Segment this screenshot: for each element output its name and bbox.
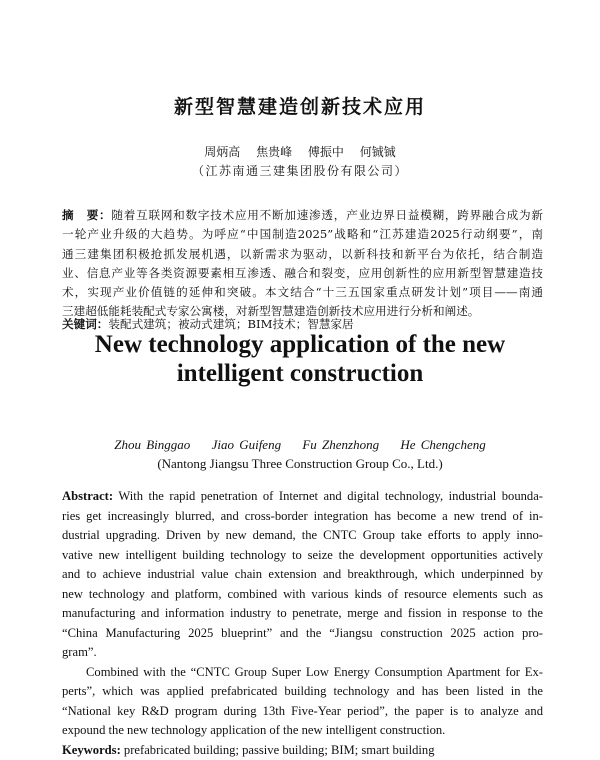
- keywords-text: 装配式建筑；被动式建筑；BIM技术；智慧家居: [108, 317, 353, 331]
- keywords-text: prefabricated building; passive building; BIM; smart building: [121, 743, 435, 757]
- abstract-line: vative new intelligent building technology to seize the development opportunities actively: [62, 546, 543, 566]
- english-keywords: [62, 741, 543, 760]
- abstract-label: Abstract:: [62, 489, 113, 503]
- abstract-line: new technology and platform, combined with various kinds of resource elements such as: [62, 585, 543, 605]
- title-line: intelligent construction: [0, 359, 600, 388]
- author: 何铖铖: [360, 145, 396, 159]
- abstract-line: [62, 206, 543, 225]
- chinese-authors: [0, 143, 600, 160]
- author: Jiao Guifeng: [212, 437, 282, 452]
- abstract-line: 三建超低能耗装配式专家公寓楼，对新型智慧建造创新技术应用进行分析和阐述。: [62, 302, 543, 321]
- abstract-line: Combined with the “CNTC Group Super Low Energy Consumption Apartment for Ex-: [62, 663, 543, 683]
- abstract-line: perts”, which was applied prefabricated building technology and has been listed in the: [62, 682, 543, 702]
- abstract-line: “National key R&D program during 13th Five-Year period”, the paper is to analyze and: [62, 702, 543, 722]
- abstract-line: ries get increasingly blurred, and cross-border integration has become a new trend of in-: [62, 507, 543, 527]
- chinese-abstract: [62, 206, 543, 322]
- abstract-text: 随着互联网和数字技术应用不断加速渗透，产业边界日益模糊，跨界融合成为新: [111, 208, 543, 222]
- author: 傅振中: [308, 145, 344, 159]
- abstract-line: dustrial upgrading. Driven by new demand, the CNTC Group take efforts to apply inno-: [62, 526, 543, 546]
- chinese-title: 新型智慧建造创新技术应用: [0, 92, 600, 119]
- english-authors: [0, 437, 600, 453]
- title-line: New technology application of the new: [0, 330, 600, 359]
- english-affiliation: (Nantong Jiangsu Three Construction Group Co., Ltd.): [0, 456, 600, 472]
- abstract-line: [62, 487, 543, 507]
- keywords-label: 关键词：: [62, 317, 108, 331]
- english-abstract: [62, 487, 543, 760]
- abstract-line: expound the new technology application of the new intelligent construction.: [62, 721, 543, 741]
- english-title: [0, 330, 600, 388]
- author: 焦贵峰: [256, 145, 292, 159]
- abstract-line: 通三建集团积极抢抓发展机遇，以新需求为驱动，以新科技和新平台为依托，结合制造: [62, 245, 543, 264]
- abstract-line: 术，实现产业价值链的延伸和突破。本文结合“十三五国家重点研发计划”项目——南通: [62, 283, 543, 302]
- chinese-affiliation: （江苏南通三建集团股份有限公司）: [0, 162, 600, 179]
- abstract-line: manufacturing and information industry to penetrate, merge and fission in response to the: [62, 604, 543, 624]
- keywords-label: Keywords:: [62, 743, 121, 757]
- abstract-line: 一轮产业升级的大趋势。为呼应“中国制造2025”战略和“江苏建造2025行动纲要”，南: [62, 225, 543, 244]
- abstract-line: and to achieve industrial value chain extension and breakthrough, which underpinned by: [62, 565, 543, 585]
- abstract-text: With the rapid penetration of Internet and digital technology, industrial bounda-: [113, 489, 543, 503]
- abstract-line: 业、信息产业等各类资源要素相互渗透、融合和裂变，应用创新性的应用新型智慧建造技: [62, 264, 543, 283]
- author: Fu Zhenzhong: [302, 437, 379, 452]
- author: He Chengcheng: [400, 437, 485, 452]
- author: 周炳高: [204, 145, 240, 159]
- author: Zhou Binggao: [114, 437, 190, 452]
- abstract-label: 摘 要：: [62, 208, 111, 222]
- abstract-line: gram”.: [62, 643, 543, 663]
- abstract-line: “China Manufacturing 2025 blueprint” and the “Jiangsu construction 2025 action pro-: [62, 624, 543, 644]
